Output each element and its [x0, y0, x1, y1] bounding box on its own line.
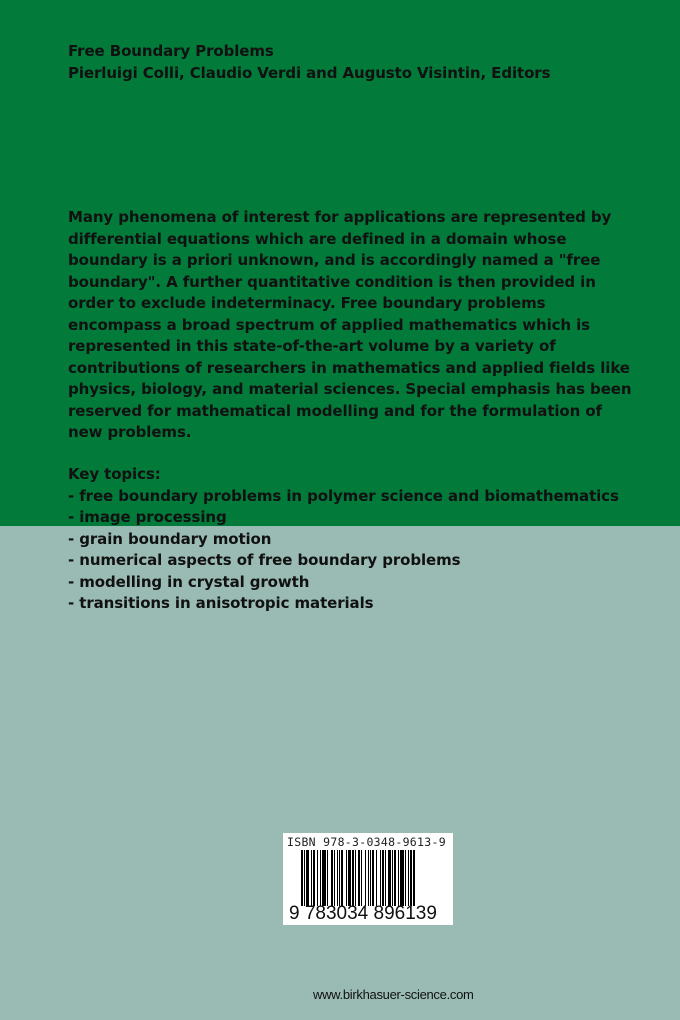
description-line: encompass a broad spectrum of applied mathematics which is	[68, 315, 590, 334]
topic-item: - image processing	[68, 508, 227, 526]
description-line: contributions of researchers in mathematics and applied fields like	[68, 358, 630, 377]
barcode	[283, 833, 453, 925]
book-editors: Pierluigi Colli, Claudio Verdi and Augusto Visintin, Editors	[68, 63, 551, 82]
description-line: boundary is a priori unknown, and is accordingly named a "free	[68, 251, 601, 269]
ean-number: 9 783034 896139	[289, 903, 437, 924]
isbn-text: ISBN 978-3-0348-9613-9	[287, 835, 446, 849]
topic-item: - grain boundary motion	[68, 529, 272, 548]
description-line: boundary". A further quantitative condition is then provided in	[68, 272, 596, 291]
cover-header	[68, 41, 550, 84]
key-topics	[68, 464, 619, 615]
description-line: represented in this state-of-the-art volume by a variety of	[68, 337, 556, 355]
description-line: order to exclude indeterminacy. Free boundary problems	[68, 294, 546, 312]
description-line: differential equations which are defined in a domain whose	[68, 229, 567, 248]
description-line: physics, biology, and material sciences. Special emphasis has been	[68, 380, 632, 398]
book-title: Free Boundary Problems	[68, 42, 274, 60]
topic-item: - modelling in crystal growth	[68, 572, 310, 591]
website-url: www.birkhasuer-science.com	[313, 987, 474, 1002]
topic-item: - transitions in anisotropic materials	[68, 594, 374, 612]
key-topics-heading: Key topics:	[68, 465, 161, 483]
topic-item: - free boundary problems in polymer science and biomathematics	[68, 486, 619, 505]
topic-item: - numerical aspects of free boundary problems	[68, 551, 461, 569]
description-line: reserved for mathematical modelling and for the formulation of	[68, 401, 602, 420]
barcode-bars	[301, 850, 437, 906]
barcode-bar	[415, 850, 416, 906]
description	[68, 207, 631, 444]
description-line: Many phenomena of interest for applications are represented by	[68, 208, 612, 226]
description-line: new problems.	[68, 423, 192, 441]
